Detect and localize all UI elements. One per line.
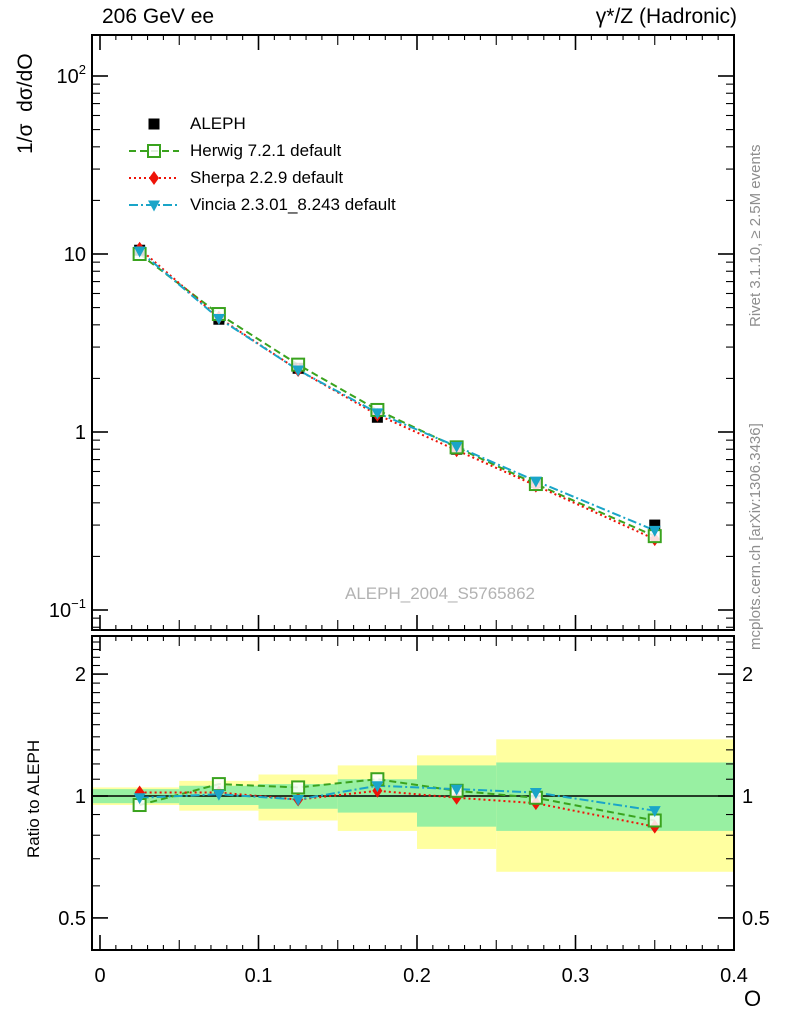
legend-item-aleph xyxy=(127,110,396,137)
analysis-id-watermark: ALEPH_2004_S5765862 xyxy=(345,584,535,603)
legend-label-sherpa: Sherpa 2.2.9 default xyxy=(190,167,344,187)
svg-text:0.5: 0.5 xyxy=(742,907,770,930)
legend-item-sherpa xyxy=(127,164,396,191)
svg-text:0.3: 0.3 xyxy=(561,965,590,987)
svg-text:2: 2 xyxy=(742,664,754,687)
svg-text:0: 0 xyxy=(94,965,106,987)
legend-label-herwig: Herwig 7.2.1 default xyxy=(190,140,342,160)
herwig-marker-icon xyxy=(127,138,181,164)
svg-text:102: $10^2$ xyxy=(56,62,86,88)
legend xyxy=(127,110,396,218)
legend-item-herwig xyxy=(127,137,396,164)
svg-text:2: 2 xyxy=(74,664,86,687)
svg-text:10: 10 xyxy=(63,244,86,266)
ratio-uncertainty-bands xyxy=(93,739,734,871)
legend-label-aleph: ALEPH xyxy=(190,113,246,133)
x-axis-title: O xyxy=(744,986,762,1011)
main-y-axis-title: 1/σ dσ/dO xyxy=(14,53,37,154)
svg-text:1: 1 xyxy=(74,422,86,444)
vincia-marker-icon xyxy=(127,192,181,218)
svg-text:1: 1 xyxy=(742,786,754,808)
main-panel-series xyxy=(134,242,661,546)
process-label: γ*/Z (Hadronic) xyxy=(595,5,737,28)
legend-label-vincia: Vincia 2.3.01_8.243 default xyxy=(190,194,396,214)
rivet-version-note: Rivet 3.1.10, ≥ 2.5M events xyxy=(747,144,764,327)
svg-text:1: 1 xyxy=(74,786,86,808)
svg-text:0.4: 0.4 xyxy=(720,965,748,987)
sherpa-marker-icon xyxy=(127,165,181,191)
aleph-marker-icon xyxy=(127,111,181,137)
svg-text:0.1: 0.1 xyxy=(244,965,273,987)
svg-text:10−1: $10^{-1}$ xyxy=(48,596,86,622)
legend-item-vincia xyxy=(127,191,396,218)
svg-text:0.2: 0.2 xyxy=(403,965,431,987)
beam-energy-label: 206 GeV ee xyxy=(102,5,215,28)
mcplots-reference-note: mcplots.cern.ch [arXiv:1306.3436] xyxy=(747,423,764,650)
svg-text:0.5: 0.5 xyxy=(58,907,86,930)
ratio-y-axis-title: Ratio to ALEPH xyxy=(24,739,43,858)
